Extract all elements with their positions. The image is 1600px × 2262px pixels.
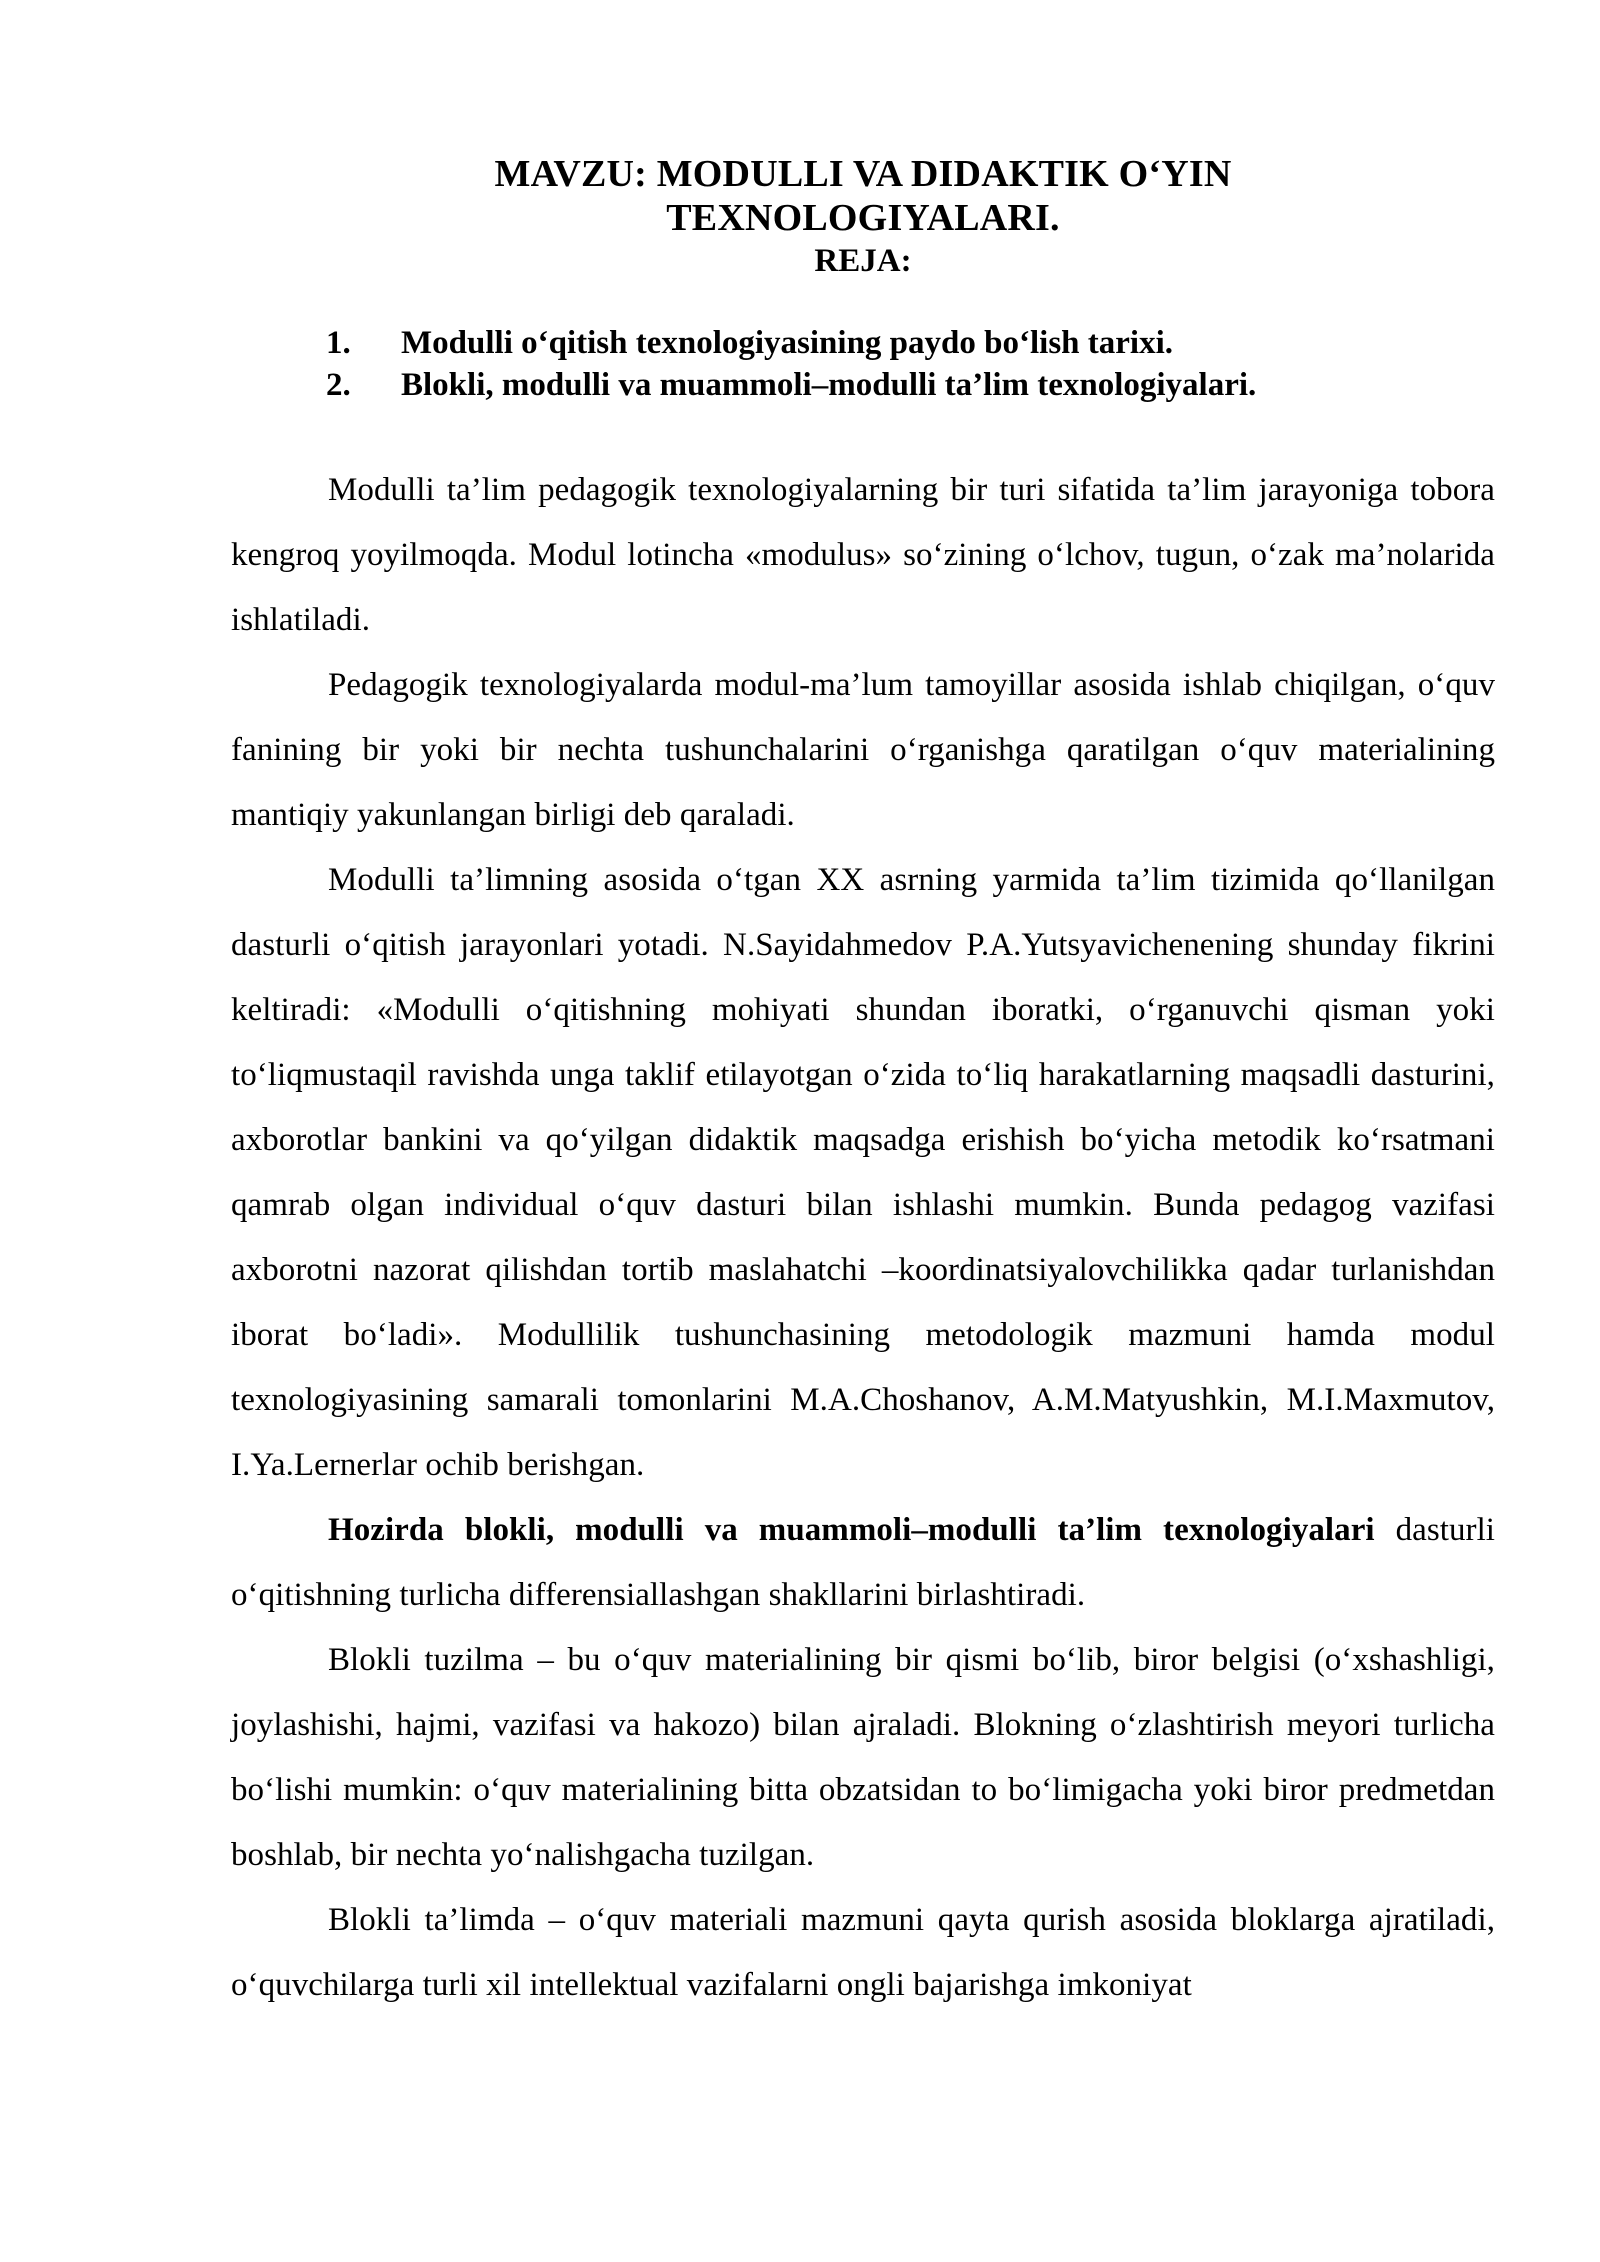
paragraph-text: Modulli ta’limning asosida o‘tgan XX asrning yarmida ta’lim tizimida qo‘llanilgan dasturli o‘qitish jarayonlari yotadi. N.Sayidahmedov P.A.Yutsyavichenening shunday fikrini keltiradi: «Modulli o‘qitishning mohiyati shundan iboratki, o‘rganuvchi qisman yoki to‘liqmustaqil ravishda unga taklif etilayotgan o‘zida to‘liq harakatlarning maqsadli dasturini, axborotlar bankini va qo‘yilgan didaktik maqsadga erishish bo‘yicha metodik ko‘rsatmani qamrab olgan individual o‘quv dasturi bilan ishlashi mumkin. Bunda pedagog vazifasi axborotni nazorat qilishdan tortib maslahatchi –koordinatsiyalovchilikka qadar turlanishdan iborat bo‘ladi». Modullilik tushunchasining metodologik mazmuni hamda modul texnologiyasining samarali tomonlarini M.A.Choshanov, A.M.Matyushkin, M.I.Maxmutov, I.Ya.Lernerlar ochib berishgan.	[231, 862, 1495, 1483]
paragraph	[231, 1498, 1495, 1628]
paragraph-text: dasturli o‘qitishning turlicha differensiallashgan shakllarini birlashtiradi.	[231, 1512, 1496, 1613]
paragraph	[231, 848, 1495, 1498]
plan-item-number: 1.	[326, 325, 351, 361]
plan-list	[326, 322, 1495, 406]
title-line-2: TEXNOLOGIYALARI.	[666, 197, 1060, 239]
plan-item-number: 2.	[326, 367, 351, 403]
plan-item-text: Modulli o‘qitish texnologiyasining paydo bo‘lish tarixi.	[401, 325, 1173, 361]
paragraph-text: Blokli ta’limda – o‘quv materiali mazmuni qayta qurish asosida bloklarga ajratiladi, o‘quvchilarga turli xil intellektual vazifalarni ongli bajarishga imkoniyat	[231, 1902, 1495, 2003]
title-line-1: MAVZU: MODULLI VA DIDAKTIK O‘YIN	[494, 153, 1232, 195]
page-title	[231, 152, 1495, 240]
plan-item	[326, 364, 1495, 406]
paragraph-bold-lead: Hozirda blokli, modulli va muammoli–modulli ta’lim texnologiyalari	[328, 1512, 1375, 1548]
paragraph-text: Blokli tuzilma – bu o‘quv materialining bir qismi bo‘lib, biror belgisi (o‘xshashligi, joylashishi, hajmi, vazifasi va hakozo) bilan ajraladi. Blokning o‘zlashtirish meyori turlicha bo‘lishi mumkin: o‘quv materialining bitta obzatsidan to bo‘limigacha yoki biror predmetdan boshlab, bir nechta yo‘nalishgacha tuzilgan.	[231, 1642, 1495, 1873]
paragraph	[231, 1888, 1495, 2018]
plan-item-text: Blokli, modulli va muammoli–modulli ta’lim texnologiyalari.	[401, 367, 1257, 403]
plan-heading: REJA:	[814, 243, 912, 279]
paragraph	[231, 458, 1495, 653]
plan-item	[326, 322, 1495, 364]
paragraph-text: Pedagogik texnologiyalarda modul-ma’lum tamoyillar asosida ishlab chiqilgan, o‘quv fanining bir yoki bir nechta tushunchalarini o‘rganishga qaratilgan o‘quv materialining mantiqiy yakunlangan birligi deb qaraladi.	[231, 667, 1495, 833]
paragraph	[231, 653, 1495, 848]
paragraph	[231, 1628, 1495, 1888]
paragraph-text: Modulli ta’lim pedagogik texnologiyalarning bir turi sifatida ta’lim jarayoniga tobora kengroq yoyilmoqda. Modul lotincha «modulus» so‘zining o‘lchov, tugun, o‘zak ma’nolarida ishlatiladi.	[231, 472, 1495, 638]
